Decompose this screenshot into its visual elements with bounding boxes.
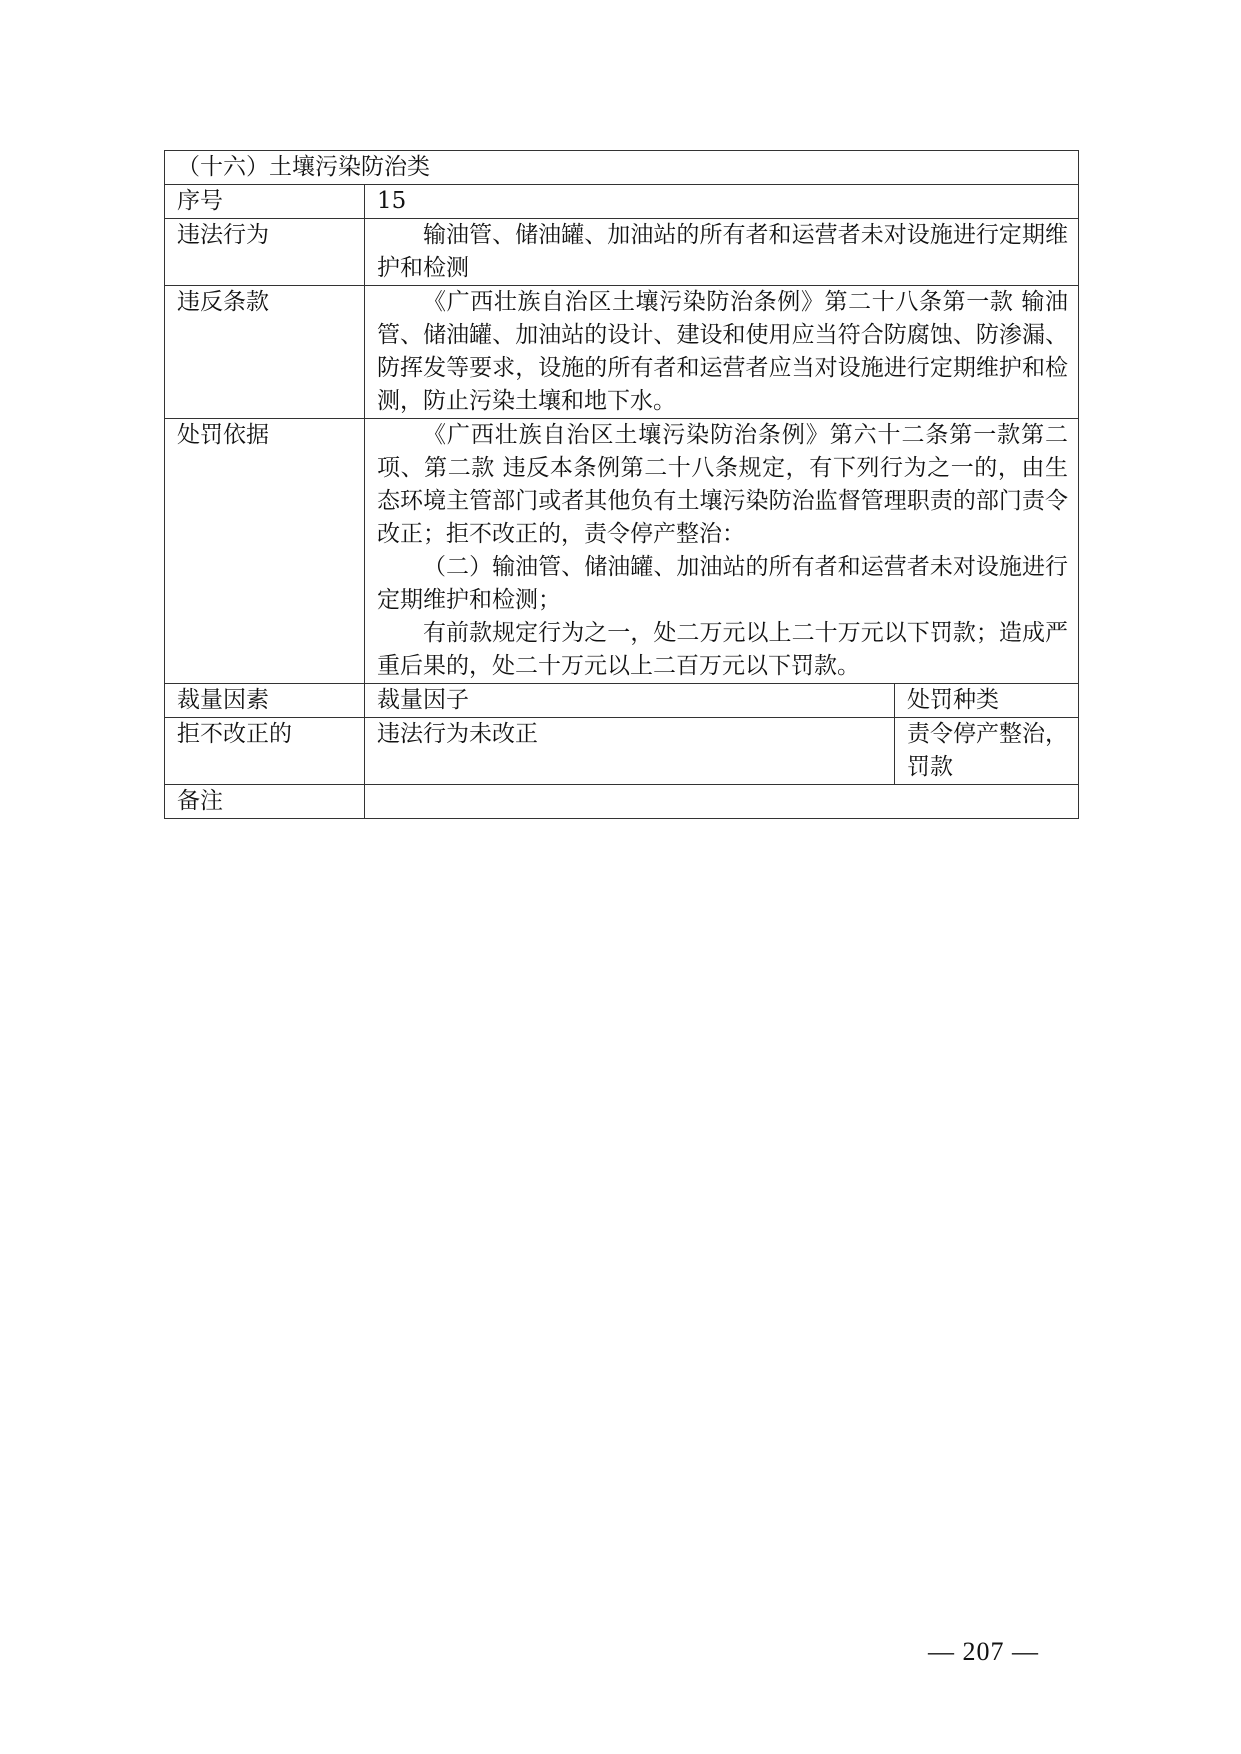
serial-label: 序号: [165, 185, 365, 219]
violation-row: [165, 219, 1079, 286]
discretion-penalty-type: 责令停产整治，罚款: [895, 718, 1079, 785]
remarks-row: [165, 785, 1079, 819]
violated-clause-text: 《广西壮族自治区土壤污染防治条例》第二十八条第一款 输油管、储油罐、加油站的设计、建设和使用应当符合防腐蚀、防渗漏、防挥发等要求，设施的所有者和运营者应当对设施进行定期维护和检测，防止污染土壤和地下水。: [377, 289, 1068, 414]
discretion-header-penalty-type: 处罚种类: [895, 684, 1079, 718]
section-title-row: [165, 151, 1079, 185]
penalty-basis-row: [165, 419, 1079, 684]
discretion-header-row: [165, 684, 1079, 718]
penalty-basis-paragraph: 《广西壮族自治区土壤污染防治条例》第六十二条第一款第二项、第二款 违反本条例第二十八条规定，有下列行为之一的，由生态环境主管部门或者其他负有土壤污染防治监督管理职责的部门责令改正；拒不改正的，责令停产整治：: [377, 422, 1068, 547]
remarks-value: [365, 785, 1079, 819]
serial-value: 15: [365, 185, 1079, 219]
penalty-basis-paragraph: （二）输油管、储油罐、加油站的所有者和运营者未对设施进行定期维护和检测；: [377, 554, 1068, 613]
violation-text: 输油管、储油罐、加油站的所有者和运营者未对设施进行定期维护和检测: [377, 222, 1068, 281]
remarks-label: 备注: [165, 785, 365, 819]
penalty-discretion-table: [164, 150, 1079, 819]
serial-row: [165, 185, 1079, 219]
penalty-basis-paragraph: 有前款规定行为之一，处二万元以上二十万元以下罚款；造成严重后果的，处二十万元以上二百万元以下罚款。: [377, 620, 1068, 679]
discretion-criterion: 违法行为未改正: [365, 718, 895, 785]
page-number: — 207 —: [928, 1637, 1039, 1666]
discretion-row: [165, 718, 1079, 785]
discretion-factor: 拒不改正的: [165, 718, 365, 785]
penalty-basis-label: 处罚依据: [165, 419, 365, 684]
violation-label: 违法行为: [165, 219, 365, 286]
discretion-header-criterion: 裁量因子: [365, 684, 895, 718]
violated-clause-row: [165, 286, 1079, 419]
violated-clause-label: 违反条款: [165, 286, 365, 419]
discretion-header-factor: 裁量因素: [165, 684, 365, 718]
section-title: （十六）土壤污染防治类: [165, 151, 1079, 185]
